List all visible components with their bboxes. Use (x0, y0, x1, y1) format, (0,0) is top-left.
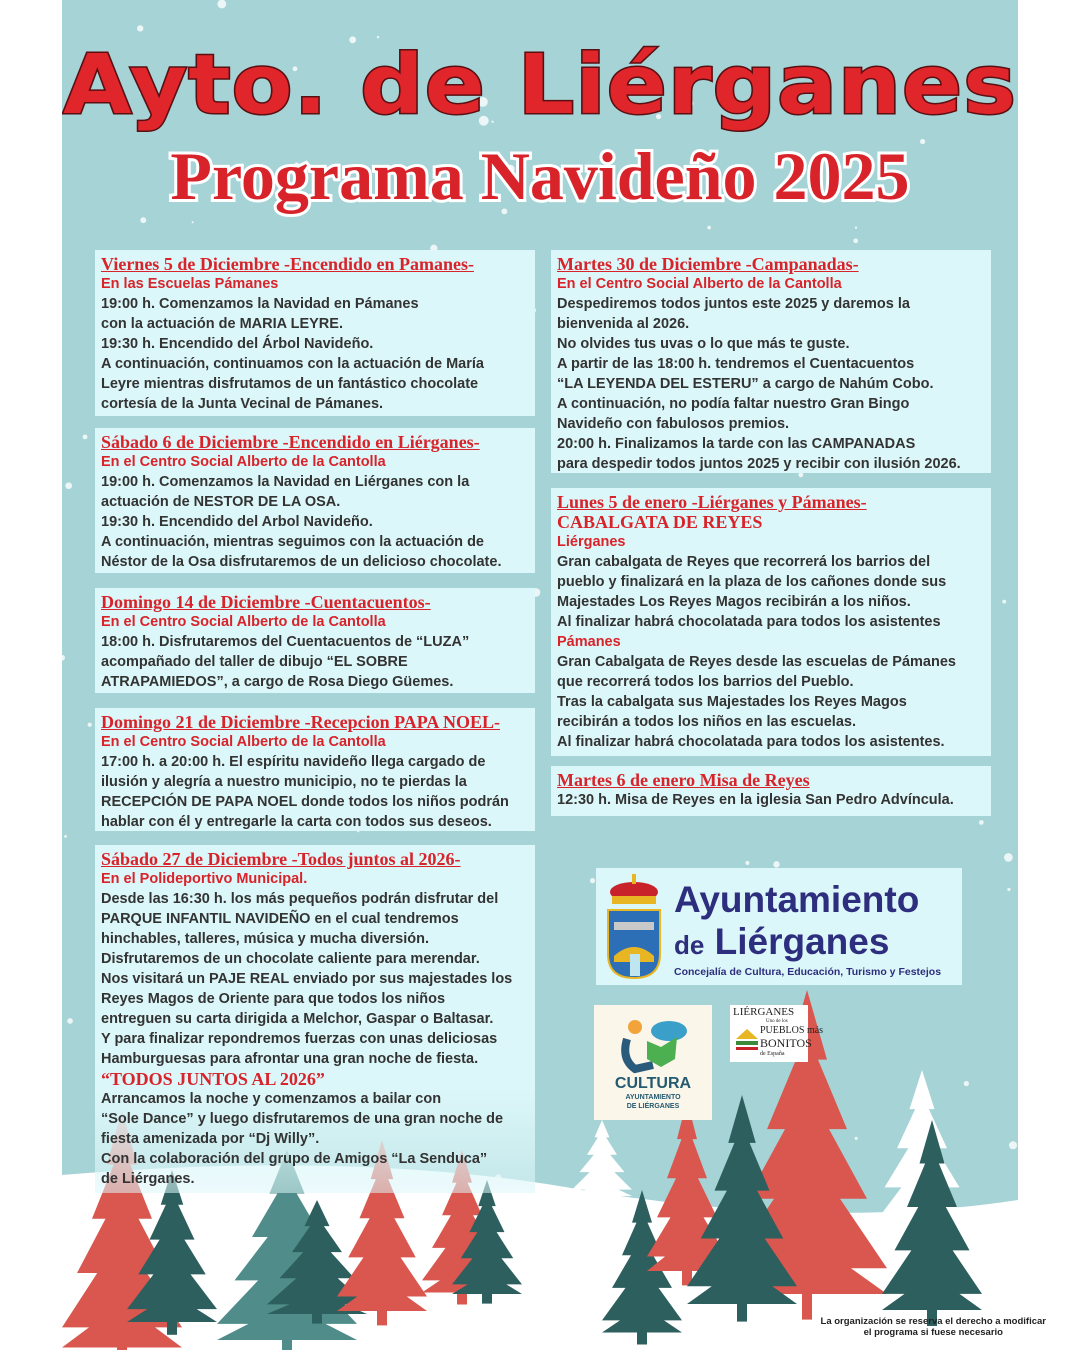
tree-trunk (802, 1294, 812, 1320)
tree-trunk (457, 1293, 467, 1305)
ayuntamiento-line1: Ayuntamiento (674, 879, 920, 920)
event-text: Majestades Los Reyes Magos recibirán a los niños. (557, 594, 911, 610)
tree-trunk (377, 1311, 387, 1325)
event-location: En el Centro Social Alberto de la Cantolla (557, 276, 842, 292)
ayuntamiento-name: Liérganes (714, 921, 890, 962)
event-text: Gran Cabalgata de Reyes desde las escuelas de Pámanes (557, 654, 956, 670)
event-title: Martes 6 de enero Misa de Reyes (557, 770, 810, 790)
ayuntamiento-logo (596, 868, 962, 985)
event-location: En el Centro Social Alberto de la Cantolla (101, 734, 386, 750)
event-text: Tras la cabalgata sus Majestades los Reyes Magos (557, 694, 907, 710)
event-subheading: CABALGATA DE REYES (557, 512, 763, 532)
event-text: hablar con él y entregarle la carta con todos sus deseos. (101, 814, 492, 830)
tree-trunk (597, 1196, 607, 1202)
ayuntamiento-line2 (674, 922, 889, 965)
event-text: Gran cabalgata de Reyes que recorrerá los barrios del (557, 554, 931, 570)
event-text: 19:30 h. Encendido del Árbol Navideño. (101, 336, 374, 352)
reading-person-icon (613, 1015, 693, 1075)
event-text: entreguen su carta dirigida a Melchor, Gaspar o Baltasar. (101, 1011, 494, 1027)
tree-trunk (482, 1294, 492, 1304)
tree-trunk (312, 1314, 322, 1324)
event-text: 17:00 h. a 20:00 h. El espíritu navideño llega cargado de (101, 754, 486, 770)
event-text: Leyre mientras disfrutamos de un fantástico chocolate (101, 376, 479, 392)
event-text: 12:30 h. Misa de Reyes en la iglesia San Pedro Advíncula. (557, 792, 954, 808)
event-text: Al finalizar habrá chocolatada para todos los asistentes (557, 614, 941, 630)
event-text: pueblo y finalizará en la plaza de los cañones donde sus (557, 574, 947, 590)
coat-of-arms-icon (602, 874, 666, 980)
event-text: Disfrutaremos de un chocolate caliente para merendar. (101, 951, 480, 967)
event-text: RECEPCIÓN DE PAPA NOEL donde todos los niños podrán (101, 794, 509, 810)
cultura-line2: DE LIÉRGANES (626, 1103, 680, 1110)
event-location: En el Centro Social Alberto de la Cantolla (101, 614, 386, 630)
event-text: fiesta amenizada por “Dj Willy”. (101, 1131, 320, 1147)
footer-note (821, 1316, 1046, 1338)
event-text: hinchables, talleres, música y mucha diversión. (101, 931, 429, 947)
event-text: 20:00 h. Finalizamos la tarde con las CAMPANADAS (557, 436, 916, 452)
event-subheading: “TODOS JUNTOS AL 2026” (101, 1069, 325, 1089)
event-section (551, 488, 991, 756)
event-text: “Sole Dance” y luego disfrutaremos de una gran noche de (101, 1111, 504, 1127)
event-title: Viernes 5 de Diciembre -Encendido en Pamanes- (101, 254, 474, 274)
event-text: recibirán a todos los niños en las escuelas. (557, 714, 856, 730)
event-text: 18:00 h. Disfrutaremos del Cuentacuentos de “LUZA” (101, 634, 470, 650)
event-text: que recorrerá todos los barrios del Pueblo. (557, 674, 854, 690)
pueblos-title: LIÉRGANES (733, 1006, 795, 1018)
event-text: acompañado del taller de dibujo “EL SOBRE (101, 654, 408, 670)
pueblos-line3: de España (760, 1051, 785, 1057)
event-section (95, 250, 535, 416)
event-location: En el Centro Social Alberto de la Cantolla (101, 454, 386, 470)
event-section (95, 845, 535, 1193)
poster (62, 0, 1018, 1350)
pueblos-small: Uno de los (766, 1019, 788, 1024)
event-text: actuación de NESTOR DE LA OSA. (101, 494, 341, 510)
event-location: En las Escuelas Pámanes (101, 276, 279, 292)
tree-trunk (737, 1304, 747, 1322)
event-text: Navideño con fabulosos premios. (557, 416, 790, 432)
event-text: para despedir todos juntos 2025 y recibir con ilusión 2026. (557, 456, 961, 472)
event-text: de Liérganes. (101, 1171, 195, 1187)
event-text: ATRAPAMIEDOS”, a cargo de Rosa Diego Güemes. (101, 674, 454, 690)
event-text: Néstor de la Osa disfrutaremos de un delicioso chocolate. (101, 554, 502, 570)
event-text: Con la colaboración del grupo de Amigos “La Senduca” (101, 1151, 488, 1167)
event-text: No olvides tus uvas o lo que más te guste. (557, 336, 850, 352)
ayuntamiento-tagline: Concejalía de Cultura, Educación, Turismo y Festejos (674, 966, 942, 978)
cultura-title: CULTURA (614, 1075, 692, 1092)
event-text: A continuación, no podía faltar nuestro Gran Bingo (557, 396, 910, 412)
event-title: Domingo 21 de Diciembre -Recepcion PAPA NOEL- (101, 712, 500, 732)
event-text: A continuación, mientras seguimos con la actuación de (101, 534, 484, 550)
poster-subtitle: Programa Navideño 2025 (170, 138, 910, 214)
footer-line2: el programa si fuese necesario (863, 1327, 1003, 1338)
event-text: 19:00 h. Comenzamos la Navidad en Liérganes con la (101, 474, 470, 490)
event-text: A continuación, continuamos con la actuación de María (101, 356, 484, 372)
pueblos-line1: PUEBLOS más (760, 1025, 824, 1036)
christmas-tree (572, 1120, 632, 1196)
event-text: Y para finalizar repondremos fuerzas con unas deliciosas (101, 1031, 498, 1047)
event-text: Arrancamos la noche y comenzamos a bailar con (101, 1091, 442, 1107)
event-title: Lunes 5 de enero -Liérganes y Pámanes- (557, 492, 867, 512)
tree-trunk (637, 1333, 647, 1345)
event-text: 19:00 h. Comenzamos la Navidad en Pámanes (101, 296, 419, 312)
event-location: Liérganes (557, 534, 626, 550)
event-title: Sábado 27 de Diciembre -Todos juntos al 2026- (101, 849, 461, 869)
event-text: Hamburguesas para afrontar una gran noche de fiesta. (101, 1051, 479, 1067)
event-text: Desde las 16:30 h. los más pequeños podrán disfrutar del (101, 891, 499, 907)
event-text: con la actuación de MARIA LEYRE. (101, 316, 343, 332)
event-text: A partir de las 18:00 h. tendremos el Cuentacuentos (557, 356, 915, 372)
event-section (95, 588, 535, 693)
pueblos-emblem-icon (734, 1027, 760, 1051)
event-text: ilusión y alegría a nuestro municipio, no te pierdas la (101, 774, 467, 790)
event-section (551, 766, 991, 816)
tree-trunk (282, 1340, 292, 1350)
event-title: Sábado 6 de Diciembre -Encendido en Liérganes- (101, 432, 480, 452)
ayuntamiento-de: de (674, 930, 705, 960)
poster-title: Ayto. de Liérganes (62, 38, 1017, 133)
event-section (551, 250, 991, 473)
event-text: cortesía de la Junta Vecinal de Pámanes. (101, 396, 384, 412)
footer-line1: La organización se reserva el derecho a modificar (820, 1316, 1046, 1327)
event-text: Nos visitará un PAJE REAL enviado por sus majestades los (101, 971, 513, 987)
cultura-line1: AYUNTAMIENTO (625, 1094, 681, 1101)
event-section (95, 708, 535, 831)
event-title: Domingo 14 de Diciembre -Cuentacuentos- (101, 592, 431, 612)
event-text: bienvenida al 2026. (557, 316, 690, 332)
event-text: Reyes Magos de Oriente para que todos los niños (101, 991, 446, 1007)
event-text: Al finalizar habrá chocolatada para todos los asistentes. (557, 734, 945, 750)
event-text: 19:30 h. Encendido del Arbol Navideño. (101, 514, 373, 530)
event-location: En el Polideportivo Municipal. (101, 871, 308, 887)
pueblos-line2: BONITOS (760, 1036, 812, 1050)
event-text: PARQUE INFANTIL NAVIDEÑO en el cual tendremos (101, 911, 459, 927)
tree-trunk (167, 1322, 177, 1335)
event-text: Despediremos todos juntos este 2025 y daremos la (557, 296, 910, 312)
event-text: “LA LEYENDA DEL ESTERU” a cargo de Nahúm Cobo. (557, 376, 934, 392)
event-location: Pámanes (557, 634, 621, 650)
event-section (95, 428, 535, 573)
pueblos-bonitos-logo (730, 1005, 824, 1062)
cultura-logo (594, 1005, 712, 1120)
event-title: Martes 30 de Diciembre -Campanadas- (557, 254, 859, 274)
